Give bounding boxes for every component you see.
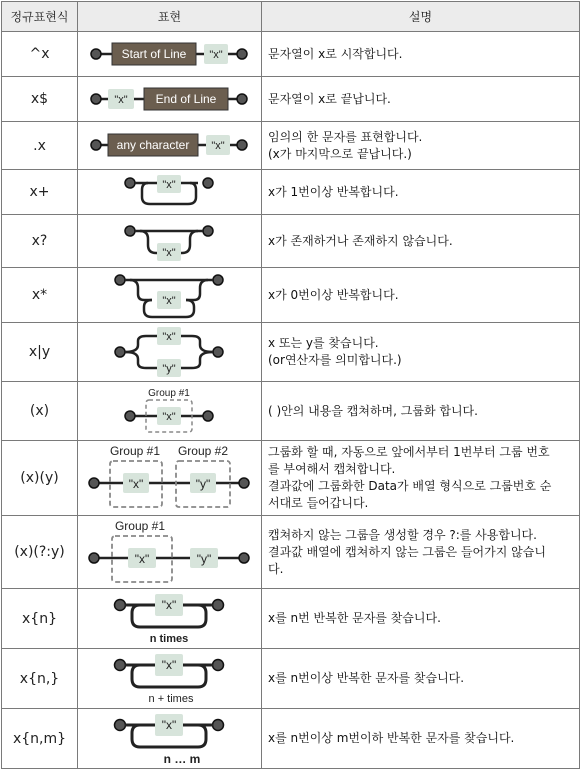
literal-label: "x" [211, 140, 225, 152]
regex-table [1, 1, 580, 769]
any-char-label: any character [116, 138, 190, 152]
diagram-n-to-m [78, 709, 262, 768]
literal-x-label: "x" [128, 477, 144, 491]
railroad-diagram [78, 215, 262, 268]
table-row [2, 323, 580, 382]
description: x를 n번이상 m번이하 반복한 문자를 찾습니다. [262, 709, 580, 769]
header-regex: 정규표현식 [2, 2, 78, 32]
railroad-diagram [78, 32, 262, 77]
table-row [2, 589, 580, 649]
group2-label: Group #2 [177, 444, 229, 458]
group1-label: Group #1 [114, 519, 166, 533]
regex-expression: x? [2, 215, 78, 268]
railroad-diagram [78, 649, 262, 709]
table-row [2, 441, 580, 516]
literal-label: "x" [161, 598, 177, 612]
regex-expression: (x) [2, 382, 78, 441]
table-row [2, 268, 580, 323]
regex-expression: (x)(y) [2, 441, 78, 516]
railroad-diagram [78, 122, 262, 170]
anchor-label: End of Line [155, 92, 217, 106]
regex-expression: x$ [2, 77, 78, 122]
railroad-diagram [78, 709, 262, 769]
header-row [2, 2, 580, 32]
railroad-diagram [78, 441, 262, 516]
diagram-n-or-more [78, 649, 262, 708]
diagram-two-groups [78, 441, 262, 515]
header-description: 설명 [262, 2, 580, 32]
diagram-alternation [78, 323, 262, 381]
diagram-start-of-line [78, 32, 262, 76]
table-row [2, 649, 580, 709]
anchor-label: Start of Line [121, 47, 187, 61]
diagram-optional [78, 215, 262, 267]
literal-label: "x" [162, 179, 176, 191]
description: ( )안의 내용을 캡쳐하며, 그룹화 합니다. [262, 382, 580, 441]
railroad-diagram [78, 382, 262, 441]
description: x를 n번이상 반복한 문자를 찾습니다. [262, 649, 580, 709]
regex-expression: ^x [2, 32, 78, 77]
regex-expression: .x [2, 122, 78, 170]
railroad-diagram [78, 516, 262, 589]
literal-y-label: "y" [196, 552, 212, 566]
description: 캡쳐하지 않는 그룹을 생성할 경우 ?:를 사용합니다. 결과값 배열에 캡쳐하지 않는 그룹은 들어가지 않습니 다. [262, 516, 580, 589]
table-row [2, 709, 580, 769]
repeat-label: n + times [148, 693, 194, 705]
table-row [2, 215, 580, 268]
group-label: Group #1 [148, 388, 190, 399]
table-row [2, 170, 580, 215]
description: x가 존재하거나 존재하지 않습니다. [262, 215, 580, 268]
literal-label: "x" [161, 658, 177, 672]
header-representation: 표현 [78, 2, 262, 32]
description: 그룹화 할 때, 자동으로 앞에서부터 1번부터 그룹 번호 를 부여해서 캡쳐합니다. 결과값에 그룹화한 Data가 배열 형식으로 그룹번호 순 서대로 들어갑니다. [262, 441, 580, 516]
literal-label: "x" [162, 295, 176, 307]
table-row [2, 382, 580, 441]
diagram-one-or-more [78, 170, 262, 214]
railroad-diagram [78, 323, 262, 382]
end-node [237, 49, 247, 59]
table-row [2, 32, 580, 77]
railroad-diagram [78, 268, 262, 323]
regex-expression: x{n,} [2, 649, 78, 709]
literal-x-label: "x" [134, 552, 150, 566]
table-row [2, 516, 580, 589]
regex-expression: x* [2, 268, 78, 323]
description: x가 1번이상 반복합니다. [262, 170, 580, 215]
description: x 또는 y를 찾습니다. (or연산자를 의미합니다.) [262, 323, 580, 382]
repeat-label: n times [149, 633, 189, 645]
diagram-any-character [78, 122, 262, 169]
description: 문자열이 x로 끝납니다. [262, 77, 580, 122]
description: x가 0번이상 반복합니다. [262, 268, 580, 323]
literal-y-label: "y" [195, 477, 211, 491]
table-row [2, 122, 580, 170]
diagram-non-capturing [78, 516, 262, 588]
start-node [91, 49, 101, 59]
literal-y-label: "y" [162, 363, 176, 375]
literal-label: "x" [162, 411, 176, 423]
diagram-capture-group [78, 382, 262, 440]
regex-expression: x{n} [2, 589, 78, 649]
regex-expression: x{n,m} [2, 709, 78, 769]
regex-expression: x+ [2, 170, 78, 215]
railroad-diagram [78, 589, 262, 649]
regex-expression: (x)(?:y) [2, 516, 78, 589]
diagram-n-times [78, 589, 262, 648]
description: 임의의 한 문자를 표현합니다. (x가 마지막으로 끝납니다.) [262, 122, 580, 170]
regex-expression: x|y [2, 323, 78, 382]
repeat-label: n … m [163, 752, 201, 766]
diagram-zero-or-more [78, 268, 262, 322]
diagram-end-of-line [78, 77, 262, 121]
description: 문자열이 x로 시작합니다. [262, 32, 580, 77]
description: x를 n번 반복한 문자를 찾습니다. [262, 589, 580, 649]
literal-label: "x" [162, 247, 176, 259]
group1-label: Group #1 [109, 444, 161, 458]
literal-label: "x" [114, 94, 128, 106]
table-row [2, 77, 580, 122]
literal-x-label: "x" [162, 331, 176, 343]
railroad-diagram [78, 77, 262, 122]
literal-label: "x" [209, 49, 223, 61]
literal-label: "x" [161, 718, 177, 732]
railroad-diagram [78, 170, 262, 215]
